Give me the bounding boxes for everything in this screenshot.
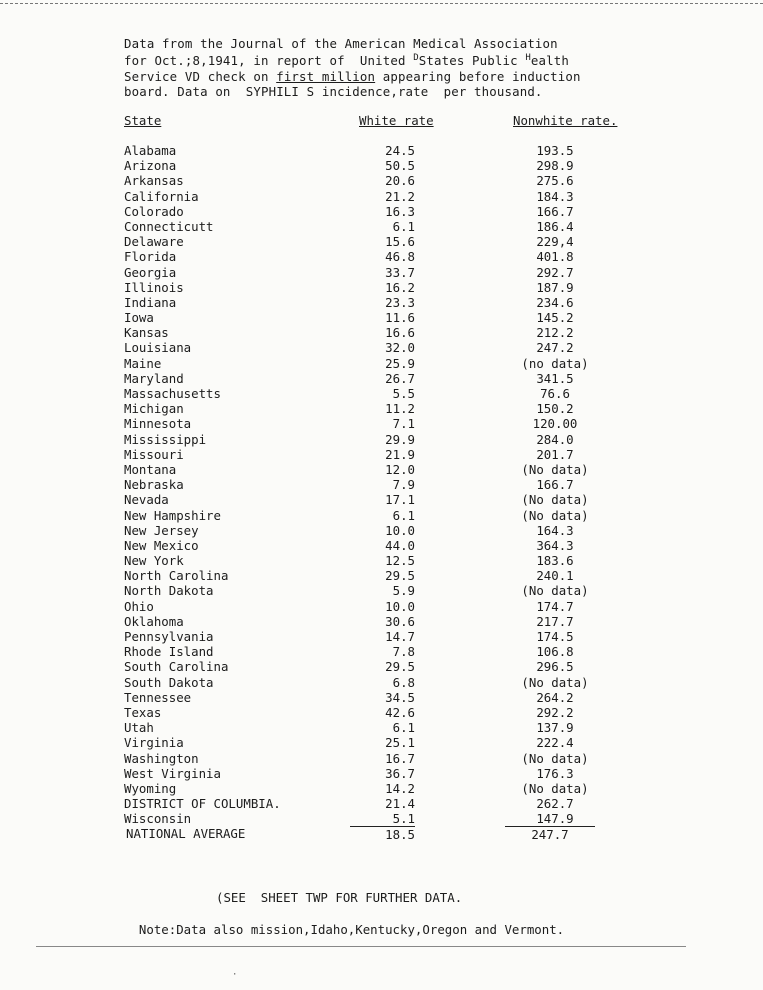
- intro-line-4: board. Data on SYPHILI S incidence,rate per thousand.: [124, 84, 543, 100]
- nonwhite-rate-cell: 176.3: [536, 765, 574, 781]
- white-rate-cell: 24.5: [385, 143, 415, 158]
- state-name-cell: Minnesota: [124, 416, 192, 432]
- nonwhite-rate-cell: 147.9: [536, 811, 574, 827]
- table-row: [0, 751, 763, 766]
- white-rate-cell: 46.8: [385, 249, 415, 265]
- table-row: [0, 675, 763, 690]
- nonwhite-rate-cell: (No data): [521, 507, 589, 523]
- table-row: [0, 234, 763, 249]
- state-name-cell: Utah: [124, 720, 154, 736]
- state-name-cell: Nebraska: [124, 477, 184, 493]
- intro-line-3: [124, 69, 714, 84]
- white-rate-cell: 7.8: [392, 644, 415, 660]
- nonwhite-rate-cell: 106.8: [536, 644, 574, 660]
- white-rate-cell: 29.5: [385, 568, 415, 584]
- nonwhite-rate-cell: (No data): [521, 780, 589, 796]
- missing-states-note: Note:Data also mission,Idaho,Kentucky,Oregon and Vermont.: [138, 922, 565, 937]
- state-name-cell: Texas: [124, 704, 162, 720]
- table-row: [0, 583, 763, 598]
- table-row: [0, 523, 763, 538]
- table-row: [0, 432, 763, 447]
- state-name-cell: South Dakota: [124, 674, 214, 690]
- white-rate-cell: 14.2: [385, 780, 415, 796]
- nonwhite-rate-cell: 229,4: [536, 234, 574, 250]
- nonwhite-rate-cell: 222.4: [536, 735, 574, 751]
- state-name-cell: Maryland: [124, 370, 184, 386]
- nonwhite-rate-cell: 193.5: [536, 143, 574, 158]
- state-name-cell: Missouri: [124, 446, 184, 462]
- table-row: [0, 325, 763, 340]
- see-sheet-note: (SEE SHEET TWP FOR FURTHER DATA.: [216, 890, 463, 905]
- nonwhite-rate-cell: 217.7: [536, 613, 574, 629]
- intro-line-2-part-c: ealth: [530, 53, 569, 69]
- nonwhite-rate-cell: 166.7: [536, 203, 574, 219]
- intro-line-2-part-a: for Oct.;8,1941, in report of United: [124, 53, 414, 69]
- table-row: [0, 781, 763, 796]
- table-row: [0, 766, 763, 781]
- state-name-cell: Massachusetts: [124, 386, 221, 401]
- intro-paragraph: [124, 36, 714, 99]
- table-row: [0, 492, 763, 507]
- table-row: [0, 416, 763, 431]
- nonwhite-rate-cell: 275.6: [536, 173, 574, 189]
- table-row: [0, 280, 763, 295]
- nonwhite-rate-cell: 401.8: [536, 249, 574, 265]
- table-row: [0, 614, 763, 629]
- table-row: [0, 249, 763, 264]
- nonwhite-rate-cell: 150.2: [536, 401, 574, 417]
- white-rate-cell: 12.5: [385, 553, 415, 569]
- nonwhite-rate-cell: 201.7: [536, 446, 574, 462]
- nonwhite-rate-column-header: Nonwhite rate.: [513, 113, 618, 128]
- table-row: [0, 796, 763, 811]
- white-rate-cell: 34.5: [385, 689, 415, 705]
- nonwhite-rate-cell: 174.7: [536, 598, 574, 614]
- table-row: [0, 371, 763, 386]
- nonwhite-rate-cell: 247.7: [505, 826, 595, 842]
- table-row: [0, 644, 763, 659]
- table-row: [0, 143, 763, 158]
- nonwhite-rate-cell: 76.6: [540, 386, 570, 401]
- state-name-cell: Florida: [124, 249, 177, 265]
- white-rate-cell: 5.9: [392, 583, 415, 599]
- white-rate-cell: 42.6: [385, 704, 415, 720]
- nonwhite-rate-cell: 137.9: [536, 720, 574, 736]
- white-rate-cell: 7.1: [392, 416, 415, 432]
- table-row: [0, 401, 763, 416]
- footer-notes: [124, 858, 564, 938]
- table-row: [0, 310, 763, 325]
- state-name-cell: North Carolina: [124, 568, 229, 584]
- state-name-cell: Indiana: [124, 294, 177, 310]
- nonwhite-rate-cell: 262.7: [536, 796, 574, 812]
- white-rate-column-header: White rate: [359, 113, 434, 128]
- nonwhite-rate-cell: 184.3: [536, 188, 574, 204]
- nonwhite-rate-cell: (No data): [521, 583, 589, 599]
- white-rate-cell: 23.3: [385, 294, 415, 310]
- table-row: [0, 477, 763, 492]
- nonwhite-rate-cell: (No data): [521, 492, 589, 508]
- table-row: [0, 568, 763, 583]
- nonwhite-rate-cell: 234.6: [536, 294, 574, 310]
- nonwhite-rate-cell: (no data): [521, 355, 589, 371]
- state-name-cell: Illinois: [124, 279, 184, 295]
- nonwhite-rate-cell: 341.5: [536, 370, 574, 386]
- nonwhite-rate-cell: (No data): [521, 461, 589, 477]
- table-row: [0, 811, 763, 826]
- white-rate-cell: 20.6: [385, 173, 415, 189]
- white-rate-cell: 17.1: [385, 492, 415, 508]
- state-rate-table: [0, 143, 763, 842]
- table-row: [0, 508, 763, 523]
- state-name-cell: Virginia: [124, 735, 184, 751]
- nonwhite-rate-cell: 264.2: [536, 689, 574, 705]
- intro-line-3-part-c: appearing before induction: [375, 68, 581, 84]
- state-name-cell: Mississippi: [124, 431, 207, 447]
- nonwhite-rate-cell: 186.4: [536, 218, 574, 234]
- state-name-cell: Ohio: [124, 598, 154, 614]
- white-rate-cell: 29.5: [385, 659, 415, 675]
- ink-speck: ·: [232, 970, 238, 980]
- state-name-cell: Connecticutt: [124, 218, 214, 234]
- first-million-underlined: first million: [276, 68, 376, 84]
- white-rate-cell: 44.0: [385, 537, 415, 553]
- table-row: [0, 265, 763, 280]
- white-rate-cell: 6.1: [392, 720, 415, 736]
- nonwhite-rate-cell: 292.2: [536, 704, 574, 720]
- state-name-cell: Kansas: [124, 325, 169, 341]
- state-name-cell: Maine: [124, 355, 162, 371]
- nonwhite-rate-cell: (No data): [521, 674, 589, 690]
- intro-line-3-part-a: Service VD check on: [124, 68, 277, 84]
- white-rate-cell: 15.6: [385, 234, 415, 250]
- state-name-cell: New York: [124, 553, 184, 569]
- table-row: [0, 340, 763, 355]
- state-name-cell: Iowa: [124, 310, 154, 326]
- white-rate-cell: 30.6: [385, 613, 415, 629]
- white-rate-cell: 5.1: [392, 811, 415, 827]
- nonwhite-rate-cell: (No data): [521, 750, 589, 766]
- nonwhite-rate-cell: 164.3: [536, 522, 574, 538]
- state-name-cell: Arizona: [124, 158, 177, 174]
- white-rate-cell: 33.7: [385, 264, 415, 280]
- national-average-row: [0, 826, 763, 841]
- white-rate-cell: 21.9: [385, 446, 415, 462]
- table-row: [0, 219, 763, 234]
- state-name-cell: Colorado: [124, 203, 184, 219]
- table-row: [0, 447, 763, 462]
- table-row: [0, 173, 763, 188]
- nonwhite-rate-cell: 298.9: [536, 158, 574, 174]
- table-row: [0, 705, 763, 720]
- white-rate-cell: 6.1: [392, 507, 415, 523]
- state-name-cell: New Jersey: [124, 522, 199, 538]
- white-rate-cell: 14.7: [385, 629, 415, 644]
- intro-line-2-part-b: States Public: [418, 53, 526, 69]
- state-name-cell: Montana: [124, 461, 177, 477]
- state-name-cell: New Hampshire: [124, 507, 221, 523]
- table-row: [0, 735, 763, 750]
- state-name-cell: Georgia: [124, 264, 177, 280]
- white-rate-cell: 36.7: [385, 765, 415, 781]
- table-row: [0, 629, 763, 644]
- white-rate-cell: 16.6: [385, 325, 415, 341]
- white-rate-cell: 10.0: [385, 522, 415, 538]
- table-row: [0, 295, 763, 310]
- white-rate-cell: 6.8: [392, 674, 415, 690]
- nonwhite-rate-cell: 284.0: [536, 431, 574, 447]
- state-name-cell: DISTRICT OF COLUMBIA.: [124, 796, 281, 812]
- table-row: [0, 659, 763, 674]
- table-row: [0, 204, 763, 219]
- nonwhite-rate-cell: 364.3: [536, 537, 574, 553]
- table-row: [0, 158, 763, 173]
- nonwhite-rate-cell: 166.7: [536, 477, 574, 493]
- top-dashed-rule: [0, 3, 763, 4]
- bottom-rule: [36, 946, 686, 947]
- state-name-cell: Nevada: [124, 492, 169, 508]
- white-rate-cell: 10.0: [385, 598, 415, 614]
- nonwhite-rate-cell: 145.2: [536, 310, 574, 326]
- state-name-cell: South Carolina: [124, 659, 229, 675]
- white-rate-cell: 16.2: [385, 279, 415, 295]
- state-name-cell: Wisconsin: [124, 811, 192, 827]
- white-rate-cell: 26.7: [385, 370, 415, 386]
- white-rate-cell: 25.1: [385, 735, 415, 751]
- table-row: [0, 538, 763, 553]
- table-row: [0, 720, 763, 735]
- state-name-cell: Arkansas: [124, 173, 184, 189]
- table-row: [0, 189, 763, 204]
- state-name-cell: West Virginia: [124, 765, 221, 781]
- table-row: [0, 690, 763, 705]
- white-rate-cell: 12.0: [385, 461, 415, 477]
- white-rate-cell: 18.5: [350, 826, 415, 842]
- white-rate-cell: 21.4: [385, 796, 415, 812]
- state-column-header: State: [124, 113, 162, 128]
- state-name-cell: Tennessee: [124, 689, 192, 705]
- white-rate-cell: 25.9: [385, 355, 415, 371]
- state-name-cell: Oklahoma: [124, 613, 184, 629]
- nonwhite-rate-cell: 240.1: [536, 568, 574, 584]
- nonwhite-rate-cell: 296.5: [536, 659, 574, 675]
- state-name-cell: Pennsylvania: [124, 629, 214, 644]
- state-name-cell: Delaware: [124, 234, 184, 250]
- white-rate-cell: 16.7: [385, 750, 415, 766]
- intro-line-1: Data from the Journal of the American Medical Association: [124, 36, 558, 51]
- table-row: [0, 462, 763, 477]
- white-rate-cell: 7.9: [392, 477, 415, 493]
- white-rate-cell: 5.5: [392, 386, 415, 401]
- nonwhite-rate-cell: 212.2: [536, 325, 574, 341]
- nonwhite-rate-cell: 183.6: [536, 553, 574, 569]
- state-name-cell: North Dakota: [124, 583, 214, 599]
- state-name-cell: New Mexico: [124, 537, 199, 553]
- white-rate-cell: 32.0: [385, 340, 415, 356]
- nonwhite-rate-cell: 174.5: [536, 629, 574, 644]
- nonwhite-rate-cell: 292.7: [536, 264, 574, 280]
- white-rate-cell: 6.1: [392, 218, 415, 234]
- table-row: [0, 386, 763, 401]
- white-rate-cell: 11.6: [385, 310, 415, 326]
- white-rate-cell: 21.2: [385, 188, 415, 204]
- state-name-cell: Rhode Island: [124, 644, 214, 660]
- table-row: [0, 553, 763, 568]
- white-rate-cell: 50.5: [385, 158, 415, 174]
- white-rate-cell: 11.2: [385, 401, 415, 417]
- table-row: [0, 599, 763, 614]
- state-name-cell: Wyoming: [124, 780, 177, 796]
- state-name-cell: Louisiana: [124, 340, 192, 356]
- nonwhite-rate-cell: 187.9: [536, 279, 574, 295]
- nonwhite-rate-cell: 247.2: [536, 340, 574, 356]
- state-name-cell: NATIONAL AVERAGE: [126, 826, 246, 842]
- state-name-cell: Alabama: [124, 143, 177, 158]
- white-rate-cell: 29.9: [385, 431, 415, 447]
- white-rate-cell: 16.3: [385, 203, 415, 219]
- state-name-cell: Washington: [124, 750, 199, 766]
- state-name-cell: Michigan: [124, 401, 184, 417]
- state-name-cell: California: [124, 188, 199, 204]
- nonwhite-rate-cell: 120.00: [532, 416, 578, 432]
- table-row: [0, 356, 763, 371]
- intro-line-2: for Oct.;8,1941, in report of United $^D$States Public $^H$ealth: [124, 53, 569, 69]
